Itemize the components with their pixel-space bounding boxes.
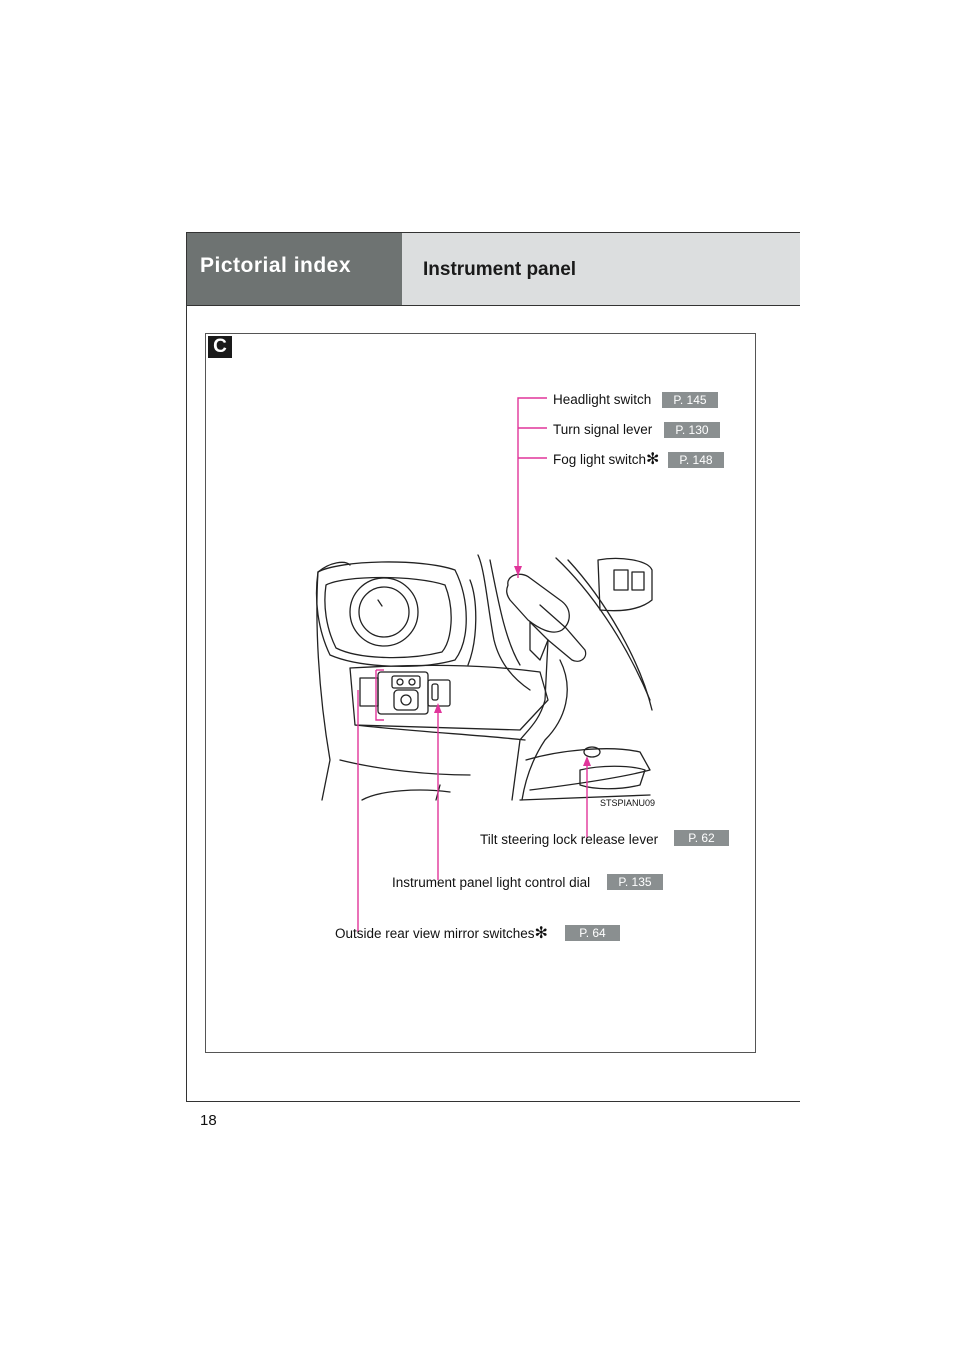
headlight-switch-page-ref[interactable]: P. 145 bbox=[662, 392, 718, 408]
fog-light-switch-label: Fog light switch✻ bbox=[553, 451, 660, 468]
asterisk-mark: ✻ bbox=[534, 925, 548, 942]
turn-signal-lever-label: Turn signal lever bbox=[553, 422, 653, 437]
section-title: Pictorial index bbox=[200, 254, 352, 277]
figure-code: STSPIANU09 bbox=[600, 798, 656, 808]
mirror-switches-page-ref[interactable]: P. 64 bbox=[565, 925, 620, 941]
mirror-switches-label: Outside rear view mirror switches✻ bbox=[335, 925, 548, 942]
page-number: 18 bbox=[200, 1112, 217, 1129]
panel-light-dial-label: Instrument panel light control dial bbox=[392, 875, 591, 890]
asterisk-mark: ✻ bbox=[646, 451, 660, 468]
turn-signal-lever-page-ref[interactable]: P. 130 bbox=[664, 422, 720, 438]
panel-light-dial-page-ref[interactable]: P. 135 bbox=[607, 874, 663, 890]
fog-light-switch-page-ref[interactable]: P. 148 bbox=[668, 452, 724, 468]
page-subtitle: Instrument panel bbox=[423, 259, 577, 280]
tilt-steering-lock-label: Tilt steering lock release lever bbox=[480, 832, 659, 847]
section-badge: C bbox=[208, 336, 232, 358]
headlight-switch-label: Headlight switch bbox=[553, 392, 652, 407]
tilt-steering-lock-page-ref[interactable]: P. 62 bbox=[674, 830, 729, 846]
page-frame-bottom bbox=[186, 1101, 800, 1102]
